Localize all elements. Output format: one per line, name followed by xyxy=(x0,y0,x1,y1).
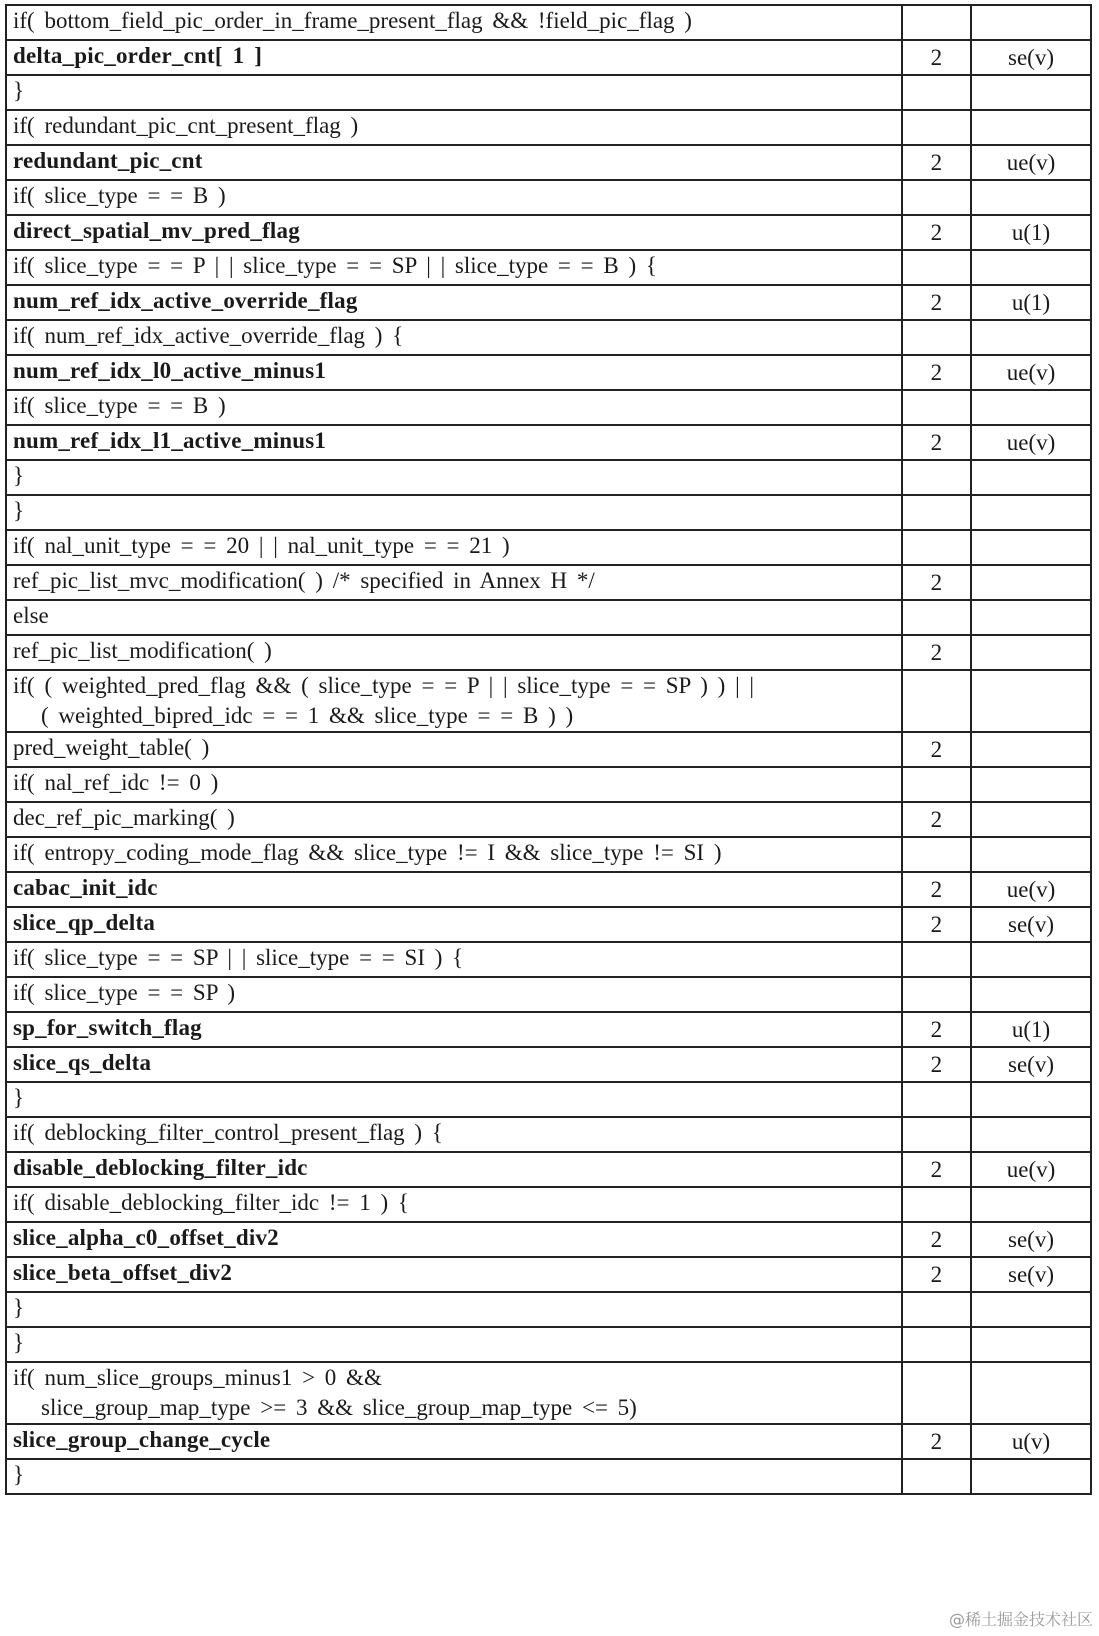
syntax-row xyxy=(6,530,1091,565)
category-value: 2 xyxy=(930,150,943,175)
descriptor-value: se(v) xyxy=(1008,1262,1054,1287)
descriptor-cell xyxy=(971,670,1091,732)
syntax-row xyxy=(6,75,1091,110)
syntax-statement: } xyxy=(13,1085,25,1110)
syntax-cell xyxy=(6,145,902,180)
category-cell xyxy=(902,977,971,1012)
syntax-cell xyxy=(6,425,902,460)
syntax-cell xyxy=(6,1047,902,1082)
syntax-cell xyxy=(6,837,902,872)
category-cell xyxy=(902,355,971,390)
descriptor-value: ue(v) xyxy=(1006,1157,1056,1182)
category-cell xyxy=(902,1362,971,1424)
descriptor-value: se(v) xyxy=(1008,1227,1054,1252)
syntax-cell xyxy=(6,1292,902,1327)
descriptor-value: ue(v) xyxy=(1006,430,1056,455)
category-cell xyxy=(902,1257,971,1292)
category-cell xyxy=(902,460,971,495)
descriptor-cell xyxy=(971,495,1091,530)
syntax-statement: pred_weight_table( ) xyxy=(13,735,210,760)
category-cell xyxy=(902,145,971,180)
syntax-row xyxy=(6,600,1091,635)
category-cell xyxy=(902,802,971,837)
category-cell xyxy=(902,1047,971,1082)
category-cell xyxy=(902,495,971,530)
descriptor-cell xyxy=(971,1424,1091,1459)
syntax-cell xyxy=(6,1257,902,1292)
category-value: 2 xyxy=(930,877,943,902)
syntax-element-name: slice_beta_offset_div2 xyxy=(13,1260,233,1285)
descriptor-cell xyxy=(971,145,1091,180)
descriptor-value: se(v) xyxy=(1008,1052,1054,1077)
descriptor-value: ue(v) xyxy=(1006,877,1056,902)
syntax-row xyxy=(6,635,1091,670)
syntax-cell xyxy=(6,250,902,285)
category-cell xyxy=(902,942,971,977)
syntax-cell xyxy=(6,1424,902,1459)
syntax-cell xyxy=(6,907,902,942)
descriptor-cell xyxy=(971,1047,1091,1082)
syntax-element-name: delta_pic_order_cnt[ 1 ] xyxy=(13,43,263,68)
descriptor-cell xyxy=(971,1012,1091,1047)
syntax-statement: if( slice_type = = SP | | slice_type = = SI ) { xyxy=(13,945,464,970)
category-cell xyxy=(902,670,971,732)
syntax-statement: ( weighted_bipred_idc = = 1 && slice_type = = B ) ) xyxy=(41,703,574,728)
syntax-row xyxy=(6,670,1091,732)
syntax-statement: if( redundant_pic_cnt_present_flag ) xyxy=(13,113,359,138)
syntax-row xyxy=(6,285,1091,320)
category-value: 2 xyxy=(930,1052,943,1077)
category-value: 2 xyxy=(930,430,943,455)
syntax-row xyxy=(6,837,1091,872)
syntax-element-name: num_ref_idx_l0_active_minus1 xyxy=(13,358,327,383)
category-cell xyxy=(902,907,971,942)
category-cell xyxy=(902,1187,971,1222)
category-cell xyxy=(902,872,971,907)
descriptor-value: se(v) xyxy=(1008,912,1054,937)
category-cell xyxy=(902,767,971,802)
descriptor-value: ue(v) xyxy=(1006,360,1056,385)
category-cell xyxy=(902,837,971,872)
category-cell xyxy=(902,1117,971,1152)
syntax-row xyxy=(6,1117,1091,1152)
syntax-row xyxy=(6,1187,1091,1222)
category-value: 2 xyxy=(930,1227,943,1252)
syntax-row xyxy=(6,1327,1091,1362)
descriptor-cell xyxy=(971,1257,1091,1292)
descriptor-value: u(1) xyxy=(1011,1017,1051,1042)
category-cell xyxy=(902,250,971,285)
category-cell xyxy=(902,390,971,425)
syntax-cell xyxy=(6,5,902,40)
category-cell xyxy=(902,1082,971,1117)
category-cell xyxy=(902,635,971,670)
category-cell xyxy=(902,1222,971,1257)
syntax-cell xyxy=(6,1152,902,1187)
descriptor-cell xyxy=(971,285,1091,320)
syntax-statement: if( nal_unit_type = = 20 | | nal_unit_type = = 21 ) xyxy=(13,533,510,558)
syntax-cell xyxy=(6,802,902,837)
syntax-statement: if( num_ref_idx_active_override_flag ) { xyxy=(13,323,404,348)
syntax-statement: if( bottom_field_pic_order_in_frame_present_flag && !field_pic_flag ) xyxy=(13,8,692,33)
descriptor-cell xyxy=(971,1082,1091,1117)
category-value: 2 xyxy=(930,220,943,245)
category-value: 2 xyxy=(930,1262,943,1287)
syntax-row xyxy=(6,907,1091,942)
descriptor-cell xyxy=(971,732,1091,767)
descriptor-cell xyxy=(971,1117,1091,1152)
category-cell xyxy=(902,530,971,565)
syntax-cell xyxy=(6,872,902,907)
descriptor-cell xyxy=(971,390,1091,425)
syntax-row xyxy=(6,215,1091,250)
descriptor-cell xyxy=(971,110,1091,145)
syntax-cell xyxy=(6,40,902,75)
syntax-row xyxy=(6,872,1091,907)
category-value: 2 xyxy=(930,1429,943,1454)
category-value: 2 xyxy=(930,45,943,70)
syntax-row xyxy=(6,40,1091,75)
category-cell xyxy=(902,215,971,250)
syntax-statement: if( nal_ref_idc != 0 ) xyxy=(13,770,219,795)
syntax-row xyxy=(6,767,1091,802)
syntax-cell xyxy=(6,977,902,1012)
syntax-table-body xyxy=(6,5,1091,1494)
syntax-cell xyxy=(6,110,902,145)
syntax-element-name: cabac_init_idc xyxy=(13,875,158,900)
syntax-row xyxy=(6,942,1091,977)
syntax-cell xyxy=(6,767,902,802)
category-value: 2 xyxy=(930,737,943,762)
syntax-cell xyxy=(6,635,902,670)
descriptor-value: u(1) xyxy=(1011,290,1051,315)
syntax-row xyxy=(6,460,1091,495)
category-cell xyxy=(902,320,971,355)
syntax-statement: } xyxy=(13,1295,25,1320)
descriptor-cell xyxy=(971,425,1091,460)
category-cell xyxy=(902,1424,971,1459)
syntax-statement: if( slice_type = = B ) xyxy=(13,183,226,208)
descriptor-cell xyxy=(971,942,1091,977)
syntax-row xyxy=(6,1257,1091,1292)
syntax-cell xyxy=(6,1222,902,1257)
syntax-cell xyxy=(6,1459,902,1494)
descriptor-cell xyxy=(971,5,1091,40)
descriptor-cell xyxy=(971,215,1091,250)
syntax-row xyxy=(6,320,1091,355)
syntax-element-name: slice_group_change_cycle xyxy=(13,1427,271,1452)
category-cell xyxy=(902,75,971,110)
category-value: 2 xyxy=(930,1017,943,1042)
syntax-row xyxy=(6,802,1091,837)
syntax-element-name: sp_for_switch_flag xyxy=(13,1015,202,1040)
syntax-statement: } xyxy=(13,78,25,103)
syntax-statement: if( num_slice_groups_minus1 > 0 && xyxy=(13,1365,382,1390)
syntax-cell xyxy=(6,75,902,110)
syntax-table xyxy=(5,4,1092,1495)
syntax-row xyxy=(6,1362,1091,1424)
descriptor-cell xyxy=(971,1292,1091,1327)
descriptor-value: ue(v) xyxy=(1006,150,1056,175)
category-cell xyxy=(902,1327,971,1362)
syntax-statement: else xyxy=(13,603,49,628)
category-value: 2 xyxy=(930,912,943,937)
syntax-row xyxy=(6,390,1091,425)
descriptor-cell xyxy=(971,1459,1091,1494)
descriptor-cell xyxy=(971,977,1091,1012)
syntax-element-name: num_ref_idx_l1_active_minus1 xyxy=(13,428,327,453)
category-cell xyxy=(902,600,971,635)
syntax-element-name: slice_qs_delta xyxy=(13,1050,152,1075)
syntax-cell xyxy=(6,285,902,320)
syntax-cell xyxy=(6,495,902,530)
syntax-row xyxy=(6,425,1091,460)
syntax-element-name: slice_qp_delta xyxy=(13,910,156,935)
descriptor-cell xyxy=(971,1152,1091,1187)
descriptor-cell xyxy=(971,635,1091,670)
syntax-cell xyxy=(6,1362,902,1424)
category-cell xyxy=(902,1012,971,1047)
descriptor-cell xyxy=(971,767,1091,802)
syntax-statement: if( ( weighted_pred_flag && ( slice_type = = P | | slice_type = = SP ) ) | | xyxy=(13,673,755,698)
syntax-element-name: slice_alpha_c0_offset_div2 xyxy=(13,1225,279,1250)
syntax-row xyxy=(6,1424,1091,1459)
syntax-cell xyxy=(6,1327,902,1362)
syntax-cell xyxy=(6,565,902,600)
syntax-statement: if( slice_type = = P | | slice_type = = SP | | slice_type = = B ) { xyxy=(13,253,657,278)
syntax-row xyxy=(6,250,1091,285)
syntax-element-name: redundant_pic_cnt xyxy=(13,148,203,173)
category-value: 2 xyxy=(930,640,943,665)
syntax-statement: } xyxy=(13,498,25,523)
syntax-cell xyxy=(6,670,902,732)
syntax-row xyxy=(6,1082,1091,1117)
descriptor-value: u(v) xyxy=(1011,1429,1051,1454)
category-cell xyxy=(902,110,971,145)
descriptor-cell xyxy=(971,802,1091,837)
syntax-statement: if( entropy_coding_mode_flag && slice_type != I && slice_type != SI ) xyxy=(13,840,722,865)
syntax-cell xyxy=(6,215,902,250)
syntax-element-name: disable_deblocking_filter_idc xyxy=(13,1155,308,1180)
syntax-row xyxy=(6,1292,1091,1327)
descriptor-cell xyxy=(971,565,1091,600)
descriptor-cell xyxy=(971,320,1091,355)
category-value: 2 xyxy=(930,570,943,595)
descriptor-cell xyxy=(971,1362,1091,1424)
syntax-statement: ref_pic_list_modification( ) xyxy=(13,638,272,663)
descriptor-cell xyxy=(971,250,1091,285)
category-cell xyxy=(902,1292,971,1327)
descriptor-cell xyxy=(971,75,1091,110)
syntax-cell xyxy=(6,1117,902,1152)
descriptor-cell xyxy=(971,40,1091,75)
syntax-cell xyxy=(6,530,902,565)
category-cell xyxy=(902,1152,971,1187)
descriptor-cell xyxy=(971,530,1091,565)
syntax-row xyxy=(6,565,1091,600)
syntax-statement: dec_ref_pic_marking( ) xyxy=(13,805,235,830)
descriptor-cell xyxy=(971,837,1091,872)
category-cell xyxy=(902,180,971,215)
descriptor-cell xyxy=(971,907,1091,942)
category-value: 2 xyxy=(930,807,943,832)
syntax-statement: } xyxy=(13,463,25,488)
syntax-cell xyxy=(6,355,902,390)
syntax-cell xyxy=(6,942,902,977)
syntax-element-name: num_ref_idx_active_override_flag xyxy=(13,288,358,313)
syntax-row xyxy=(6,5,1091,40)
syntax-cell xyxy=(6,460,902,495)
syntax-row xyxy=(6,1012,1091,1047)
syntax-row xyxy=(6,1222,1091,1257)
descriptor-cell xyxy=(971,1327,1091,1362)
category-value: 2 xyxy=(930,1157,943,1182)
syntax-cell xyxy=(6,390,902,425)
category-value: 2 xyxy=(930,360,943,385)
category-cell xyxy=(902,5,971,40)
category-cell xyxy=(902,565,971,600)
category-cell xyxy=(902,425,971,460)
syntax-row xyxy=(6,110,1091,145)
syntax-cell xyxy=(6,1082,902,1117)
syntax-row xyxy=(6,977,1091,1012)
descriptor-cell xyxy=(971,1222,1091,1257)
syntax-cell xyxy=(6,732,902,767)
descriptor-value: se(v) xyxy=(1008,45,1054,70)
syntax-row xyxy=(6,1047,1091,1082)
syntax-statement: } xyxy=(13,1462,25,1487)
category-cell xyxy=(902,285,971,320)
category-cell xyxy=(902,1459,971,1494)
syntax-statement: slice_group_map_type >= 3 && slice_group_map_type <= 5) xyxy=(41,1395,637,1420)
descriptor-cell xyxy=(971,355,1091,390)
category-cell xyxy=(902,40,971,75)
syntax-statement: if( slice_type = = SP ) xyxy=(13,980,236,1005)
syntax-row xyxy=(6,495,1091,530)
category-value: 2 xyxy=(930,290,943,315)
syntax-statement: if( disable_deblocking_filter_idc != 1 ) { xyxy=(13,1190,409,1215)
syntax-cell xyxy=(6,1012,902,1047)
syntax-row xyxy=(6,355,1091,390)
descriptor-cell xyxy=(971,180,1091,215)
watermark: @稀土掘金技术社区 xyxy=(948,1610,1093,1629)
descriptor-cell xyxy=(971,460,1091,495)
syntax-row xyxy=(6,145,1091,180)
descriptor-cell xyxy=(971,600,1091,635)
category-cell xyxy=(902,732,971,767)
syntax-cell xyxy=(6,1187,902,1222)
syntax-row xyxy=(6,1459,1091,1494)
syntax-statement: ref_pic_list_mvc_modification( ) /* specified in Annex H */ xyxy=(13,568,595,593)
descriptor-cell xyxy=(971,1187,1091,1222)
syntax-statement: } xyxy=(13,1330,25,1355)
syntax-row xyxy=(6,1152,1091,1187)
syntax-row xyxy=(6,180,1091,215)
syntax-cell xyxy=(6,600,902,635)
syntax-row xyxy=(6,732,1091,767)
syntax-cell xyxy=(6,320,902,355)
syntax-statement: if( deblocking_filter_control_present_flag ) { xyxy=(13,1120,443,1145)
syntax-statement: if( slice_type = = B ) xyxy=(13,393,226,418)
syntax-element-name: direct_spatial_mv_pred_flag xyxy=(13,218,300,243)
descriptor-cell xyxy=(971,872,1091,907)
syntax-cell xyxy=(6,180,902,215)
descriptor-value: u(1) xyxy=(1011,220,1051,245)
